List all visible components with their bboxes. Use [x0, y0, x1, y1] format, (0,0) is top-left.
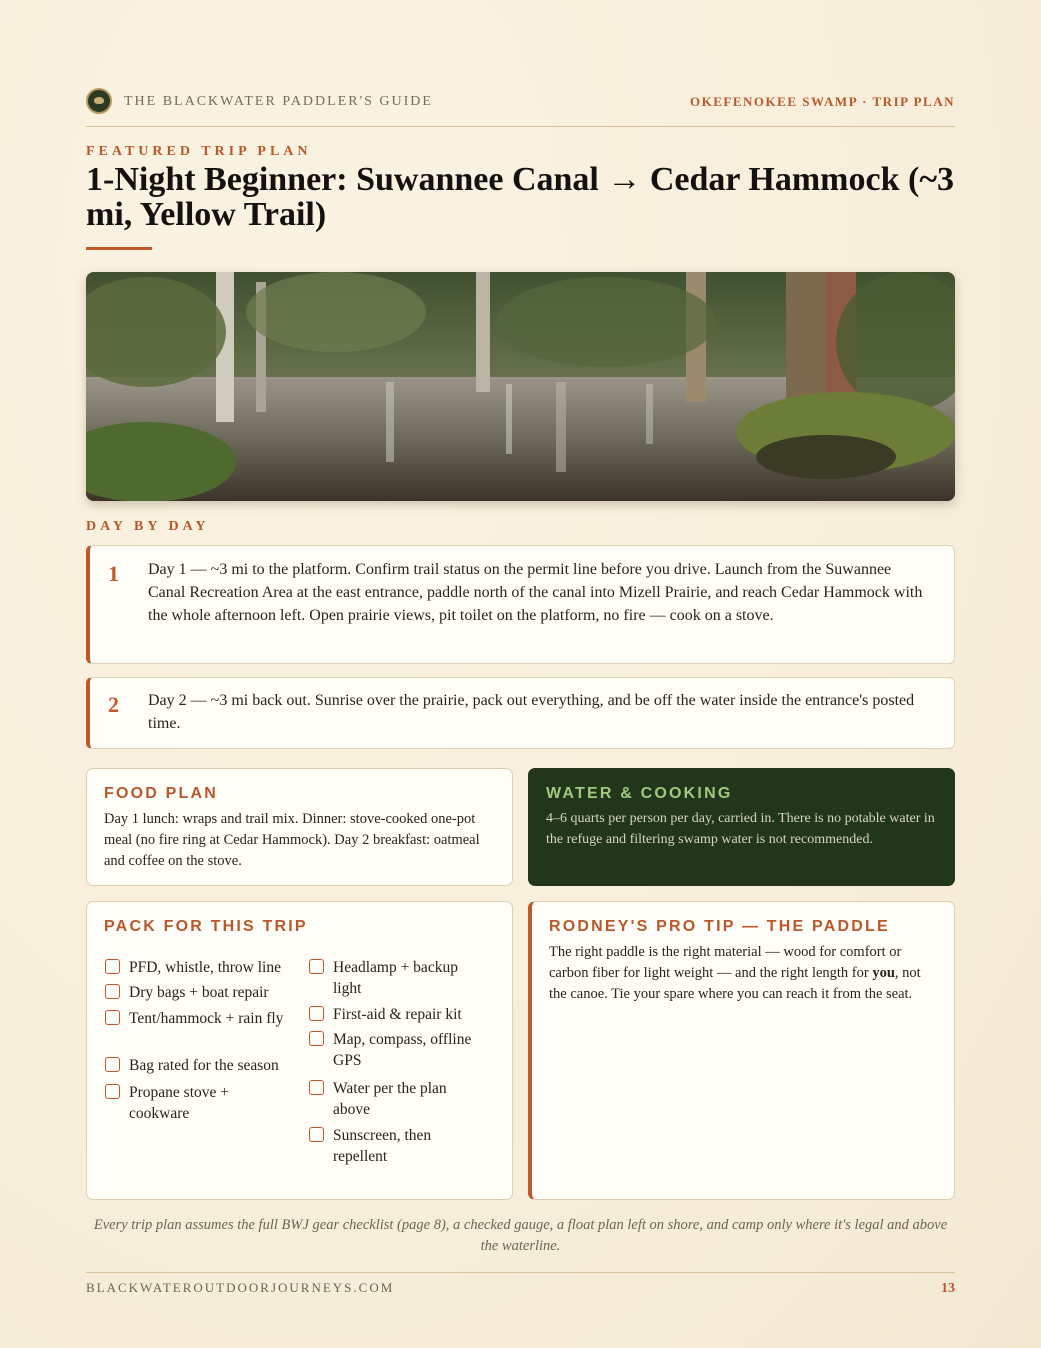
day-number: 1	[108, 561, 119, 586]
section-tag: OKEFENOKEE SWAMP · TRIP PLAN	[690, 94, 955, 109]
water-cooking-heading: WATER & COOKING	[546, 785, 733, 802]
checkbox[interactable]	[105, 1010, 120, 1025]
footnote: Every trip plan assumes the full BWJ gear checklist (page 8), a checked gauge, a float plan left on shore, and camp only where it's legal and above the waterline.	[93, 1217, 948, 1254]
food-plan-heading: FOOD PLAN	[104, 785, 219, 802]
day-description: Day 1 — ~3 mi to the platform. Confirm trail status on the permit line before you drive. Launch from the Suwannee Canal Recreation Area at the east entrance, paddle north of the canal into Mizell Prairie, and reach Cedar Hammock with the whole afternoon left. Open prairie views, pit toilet on the platform, no fire — cook on a stove.	[148, 561, 923, 624]
page-header	[86, 88, 955, 127]
checkbox[interactable]	[105, 1057, 120, 1072]
water-cooking-box	[528, 768, 955, 886]
pro-tip-heading: RODNEY'S PRO TIP — THE PADDLE	[549, 918, 890, 935]
checkbox[interactable]	[105, 1084, 120, 1099]
checkbox[interactable]	[309, 1031, 324, 1046]
page-title: 1-Night Beginner: Suwannee Canal → Cedar Hammock (~3 mi, Yellow Trail)	[86, 161, 954, 233]
swamp-photo	[86, 272, 955, 501]
checkbox[interactable]	[105, 959, 120, 974]
title-underline	[86, 247, 152, 250]
checkbox[interactable]	[309, 1127, 324, 1142]
food-plan-text: Day 1 lunch: wraps and trail mix. Dinner: stove-cooked one-pot meal (no fire ring at Cedar Hammock). Day 2 breakfast: oatmeal and coffee on the stove.	[104, 811, 480, 869]
day-number: 2	[108, 692, 119, 717]
day-card-1	[86, 545, 955, 664]
pro-tip-text: The right paddle is the right material — wood for comfort or carbon fiber for light weight — and the right length for you, not the canoe. Tie your spare where you can reach it from the seat.	[549, 944, 921, 1002]
pack-list-heading: PACK FOR THIS TRIP	[104, 918, 308, 935]
eyebrow-label: FEATURED TRIP PLAN	[86, 144, 312, 159]
footer-divider	[86, 1272, 955, 1273]
page-number: 13	[941, 1281, 955, 1296]
pro-tip-box	[528, 901, 955, 1200]
food-plan-box	[86, 768, 513, 886]
day-description: Day 2 — ~3 mi back out. Sunrise over the prairie, pack out everything, and be off the water inside the entrance's posted time.	[148, 692, 915, 732]
website-link[interactable]: BLACKWATEROUTDOORJOURNEYS.COM	[86, 1280, 395, 1295]
checkbox[interactable]	[309, 1006, 324, 1021]
pack-list-box: PACK FOR THIS TRIP PFD, whistle, throw line Dry bags + boat repair Tent/hammock + rain fly Bag rated for the season Propane stove + cookware Headlamp + backup light First-aid & repair kit Map, compass, offline GPS Water per the plan above Sunscreen, then repellent	[86, 901, 513, 1200]
day-by-day-label: DAY BY DAY	[86, 519, 210, 534]
checkbox[interactable]	[105, 984, 120, 999]
water-cooking-text: 4–6 quarts per person per day, carried in. There is no potable water in the refuge and filtering swamp water is not recommended.	[546, 811, 935, 847]
checkbox[interactable]	[309, 959, 324, 974]
brand-name: THE BLACKWATER PADDLER'S GUIDE	[124, 94, 433, 109]
checkbox[interactable]	[309, 1080, 324, 1095]
day-card-2	[86, 677, 955, 749]
canoe-emblem-icon	[86, 88, 112, 114]
